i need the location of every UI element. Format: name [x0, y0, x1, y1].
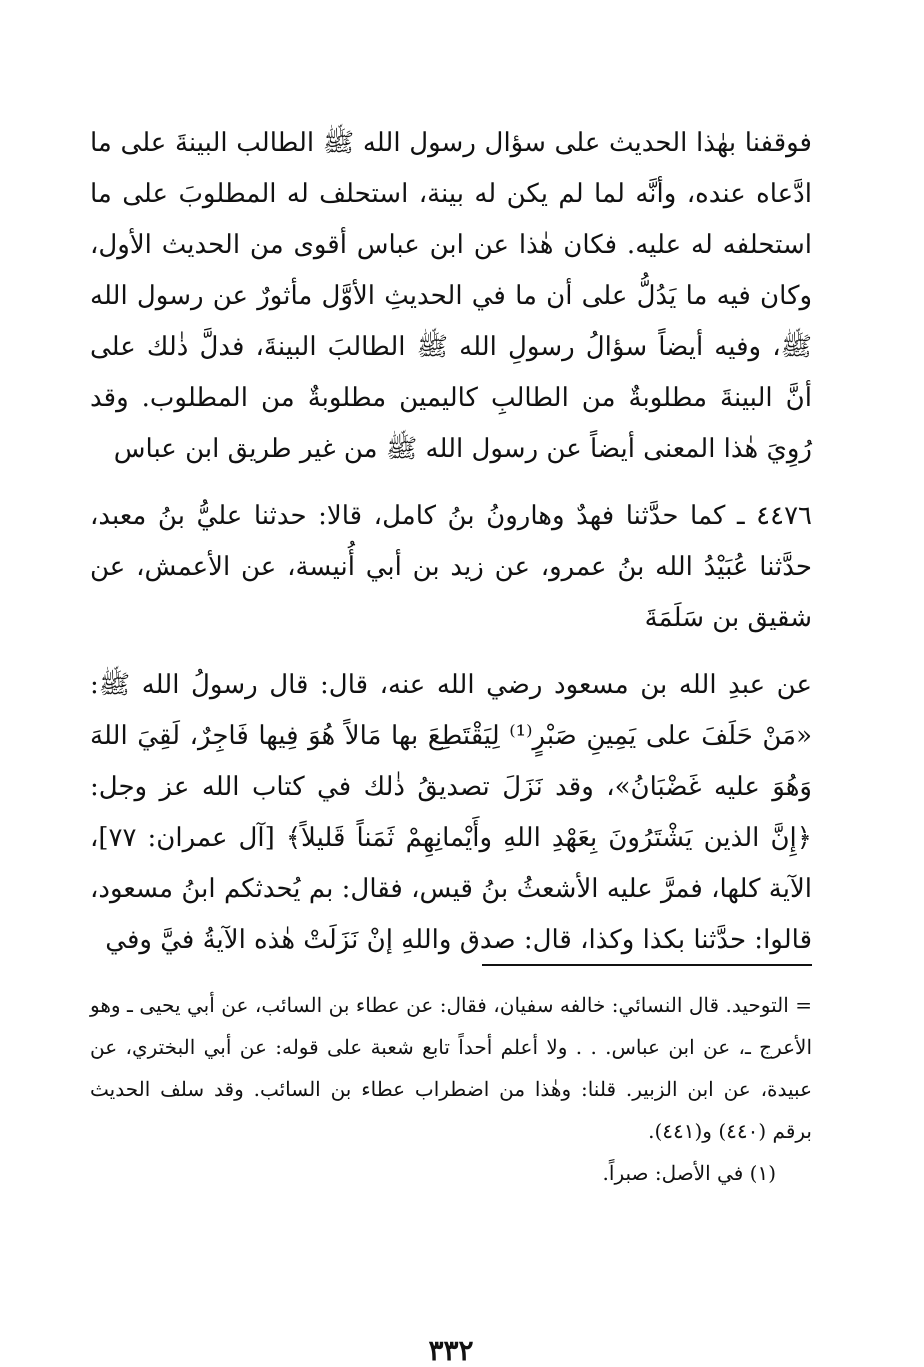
paragraph-gap: [90, 644, 812, 660]
page-number: ٣٣٢: [428, 1334, 474, 1367]
hadith-text-paragraph: عن عبدِ الله بن مسعود رضي الله عنه، قال: قال رسولُ الله ﷺ: «مَنْ حَلَفَ على يَمِينِ صَبْرٍ⁽¹⁾ لِيَقْتَطِعَ بها مَالاً هُوَ فِيها فَاجِرٌ، لَقِيَ اللهَ وَهُوَ عليه غَضْبَانُ»، وقد نَزَلَ تصديقُ ذٰلك في كتاب الله عز وجل: ﴿إِنَّ الذين يَشْتَرُونَ بِعَهْدِ اللهِ وأَيْمانِهِمْ ثَمَناً قَليلاً﴾ [آل عمران: ٧٧]، الآية كلها، فمرَّ عليه الأشعثُ بنُ قيس، فقال: بم يُحدثكم ابنُ مسعود، قالوا: حدَّثنا بكذا وكذا، قال: صدق واللهِ إنْ نَزَلَتْ هٰذه الآيةُ فيَّ وفي: [90, 670, 812, 955]
hadith-chain-text: ـ كما حدَّثنا فهدٌ وهارونُ بنُ كامل، قالا: حدثنا عليُّ بنُ معبد، حدَّثنا عُبَيْدُ الله بنُ عمرو، عن زيد بن أبي أُنيسة، عن الأعمش، عن شقيق بن سَلَمَةَ: [90, 501, 812, 633]
hadith-number: ٤٤٧٦: [756, 501, 812, 531]
footnote-1: (١) في الأصل: صبراً.: [602, 1161, 776, 1185]
footnote-separator: [482, 964, 812, 966]
footnote-continued: = التوحيد. قال النسائي: خالفه سفيان، فقال: عن عطاء بن السائب، عن أبي يحيى ـ وهو الأعرج ـ، عن ابن عباس. . . ولا أعلم أحداً تابع شعبة على قوله: عن أبي البختري، عن عبيدة، عن ابن الزبير. قلنا: وهٰذا من اضطراب عطاء بن السائب. وقد سلف الحديث برقم (٤٤٠) و(٤٤١).: [90, 993, 812, 1143]
book-page: [90, 118, 812, 1367]
hadith-chain-paragraph: [90, 491, 812, 644]
paragraph-gap: [90, 475, 812, 491]
commentary-paragraph: فوقفنا بهٰذا الحديث على سؤال رسول الله ﷺ الطالب البينةَ على ما ادَّعاه عنده، وأنَّه لما لم يكن له بينة، استحلف له المطلوبَ على ما استحلفه له عليه. فكان هٰذا عن ابن عباس أقوى من الحديث الأول، وكان فيه ما يَدُلُّ على أن ما في الحديثِ الأوَّل مأثورٌ عن رسول الله ﷺ، وفيه أيضاً سؤالُ رسولِ الله ﷺ الطالبَ البينةَ، فدلَّ ذٰلك على أنَّ البينةَ مطلوبةٌ من الطالبِ كاليمين مطلوبةٌ من المطلوب. وقد رُوِيَ هٰذا المعنى أيضاً عن رسول الله ﷺ من غير طريق ابن عباس: [90, 128, 812, 464]
footnotes: [90, 984, 812, 1194]
